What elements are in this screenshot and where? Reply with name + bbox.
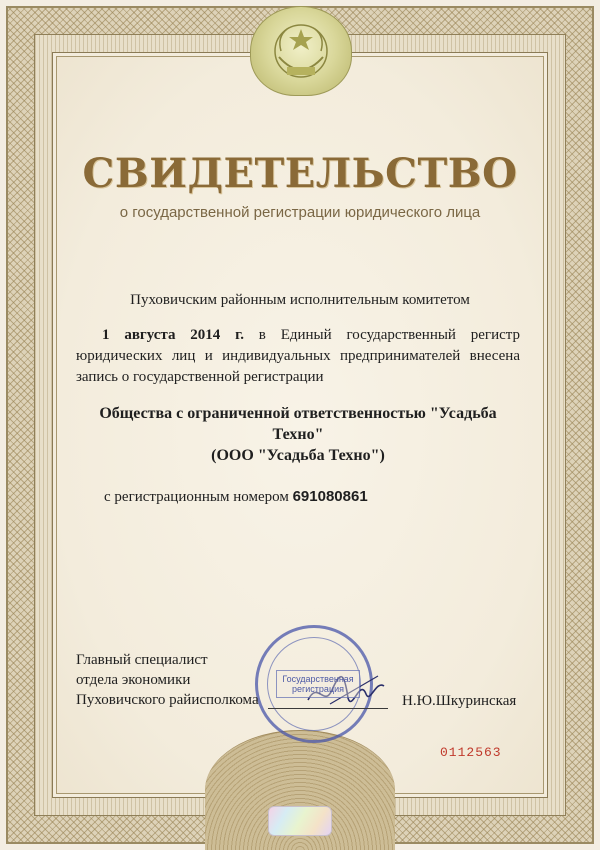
signer-position-line3: Пуховичского райисполкома — [76, 692, 259, 708]
organization-name — [76, 403, 520, 466]
stamp-label — [276, 670, 360, 698]
signer-name: Н.Ю.Шкуринская — [402, 693, 517, 709]
registration-text: в Единый государственный регистр юридических лиц и индивидуальных предпринимателей внесена запись о государственной регистрации — [76, 327, 520, 385]
signer-position — [76, 650, 296, 710]
certificate-subtitle: о государственной регистрации юридического лица — [119, 204, 481, 221]
organization-full-name: Общества с ограниченной ответственностью "Усадьба Техно" — [99, 405, 497, 443]
state-emblem-icon — [250, 6, 352, 96]
issuer-authority: Пуховичским районным исполнительным комитетом — [130, 292, 470, 308]
stamp-label-line1: Государственная — [282, 674, 354, 684]
registration-date: 1 августа 2014 г. — [102, 327, 244, 343]
registration-number-prefix: с регистрационным номером — [104, 489, 293, 505]
certificate-title: СВИДЕТЕЛЬСТВО — [82, 150, 518, 197]
signer-position-line1: Главный специалист — [76, 652, 208, 668]
organization-short-name: (ООО "Усадьба Техно") — [211, 447, 385, 464]
signer-position-line2: отдела экономики — [76, 672, 191, 688]
registration-paragraph — [76, 325, 520, 388]
hologram-sticker — [268, 806, 332, 836]
serial-number: 0112563 — [440, 745, 502, 760]
registration-number: 691080861 — [292, 488, 368, 505]
registration-number-line — [104, 486, 524, 508]
stamp-label-line2: регистрация — [291, 684, 344, 694]
